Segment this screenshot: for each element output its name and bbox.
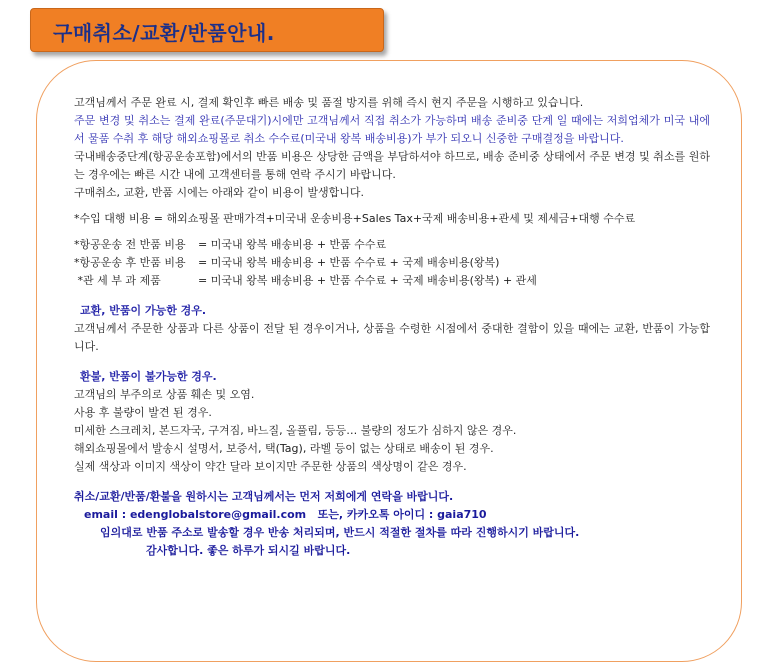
contact-line: 취소/교환/반품/환불을 원하시는 고객님께서는 먼저 저희에게 연락을 바랍니다. (74, 490, 454, 503)
fee-row (74, 272, 710, 290)
fee-row (74, 254, 710, 272)
exchange-impossible-heading: 환불, 반품이 불가능한 경우. (80, 370, 217, 383)
exchange-impossible-list (74, 386, 710, 476)
title-banner (30, 8, 384, 52)
notice-content (74, 94, 710, 560)
fee-value: = 미국내 왕복 배송비용 + 반품 수수료 + 국제 배송비용(왕복) + 관세 (198, 274, 537, 287)
list-item: 해외쇼핑몰에서 발송시 설명서, 보증서, 택(Tag), 라벨 등이 없는 상태로 배송이 된 경우. (74, 442, 494, 455)
list-item: 사용 후 불량이 발견 된 경우. (74, 406, 212, 419)
contact-email[interactable]: email : edenglobalstore@gmail.com 또는, 카카오톡 아이디 : gaia710 (84, 508, 487, 521)
fee-label: *관 세 부 과 제품 (74, 274, 161, 287)
contact-warning: 임의대로 반품 주소로 발송할 경우 반송 처리되며, 반드시 적절한 절차를 따라 진행하시기 바랍니다. (100, 526, 580, 539)
return-fee-list (74, 236, 710, 290)
domestic-return-text: 국내배송중단계(항공운송포함)에서의 반품 비용은 상당한 금액을 부담하셔야 하므로, 배송 준비중 상태에서 주문 변경 및 취소를 원하는 경우에는 빠른 시간 내에 고객센터를 통해 연락 주시기 바랍니다. (74, 150, 710, 181)
exchange-possible-text: 고객님께서 주문한 상품과 다른 상품이 전달 된 경우이거나, 상품을 수령한 시점에서 중대한 결함이 있을 때에는 교환, 반품이 가능합니다. (74, 322, 710, 353)
fee-value: = 미국내 왕복 배송비용 + 반품 수수료 + 국제 배송비용(왕복) (198, 256, 500, 269)
cost-notice-text: 구매취소, 교환, 반품 시에는 아래와 같이 비용이 발생합니다. (74, 186, 364, 199)
closing-greeting: 감사합니다. 좋은 하루가 되시길 바랍니다. (146, 544, 351, 557)
list-item: 고객님의 부주의로 상품 훼손 및 오염. (74, 388, 255, 401)
import-fee-text: *수입 대행 비용 = 해외쇼핑몰 판매가격+미국내 운송비용+Sales Tax+국제 배송비용+관세 및 제세금+대행 수수료 (74, 212, 636, 225)
change-cancel-text: 주문 변경 및 취소는 결제 완료(주문대기)시에만 고객님께서 직접 취소가 가능하며 배송 준비중 단계 일 때에는 저희업체가 미국 내에서 물품 수취 후 해당 해외쇼핑몰로 취소 수수료(미국내 왕복 배송비용)가 부가 되오니 신중한 구매결정을 바랍니다. (74, 114, 710, 145)
page-title: 구매취소/교환/반품안내. (53, 21, 275, 45)
fee-value: = 미국내 왕복 배송비용 + 반품 수수료 (198, 238, 387, 251)
fee-label: *항공운송 전 반품 비용 (74, 238, 186, 251)
fee-label: *항공운송 후 반품 비용 (74, 256, 186, 269)
intro-text: 고객님께서 주문 완료 시, 결제 확인후 빠른 배송 및 품절 방지를 위해 즉시 현지 주문을 시행하고 있습니다. (74, 96, 584, 109)
list-item: 실제 색상과 이미지 색상이 약간 달라 보이지만 주문한 상품의 색상명이 같은 경우. (74, 460, 467, 473)
fee-row (74, 236, 710, 254)
exchange-possible-heading: 교환, 반품이 가능한 경우. (80, 304, 207, 317)
list-item: 미세한 스크레치, 본드자국, 구겨짐, 바느질, 올풀림, 등등… 불량의 정도가 심하지 않은 경우. (74, 424, 517, 437)
